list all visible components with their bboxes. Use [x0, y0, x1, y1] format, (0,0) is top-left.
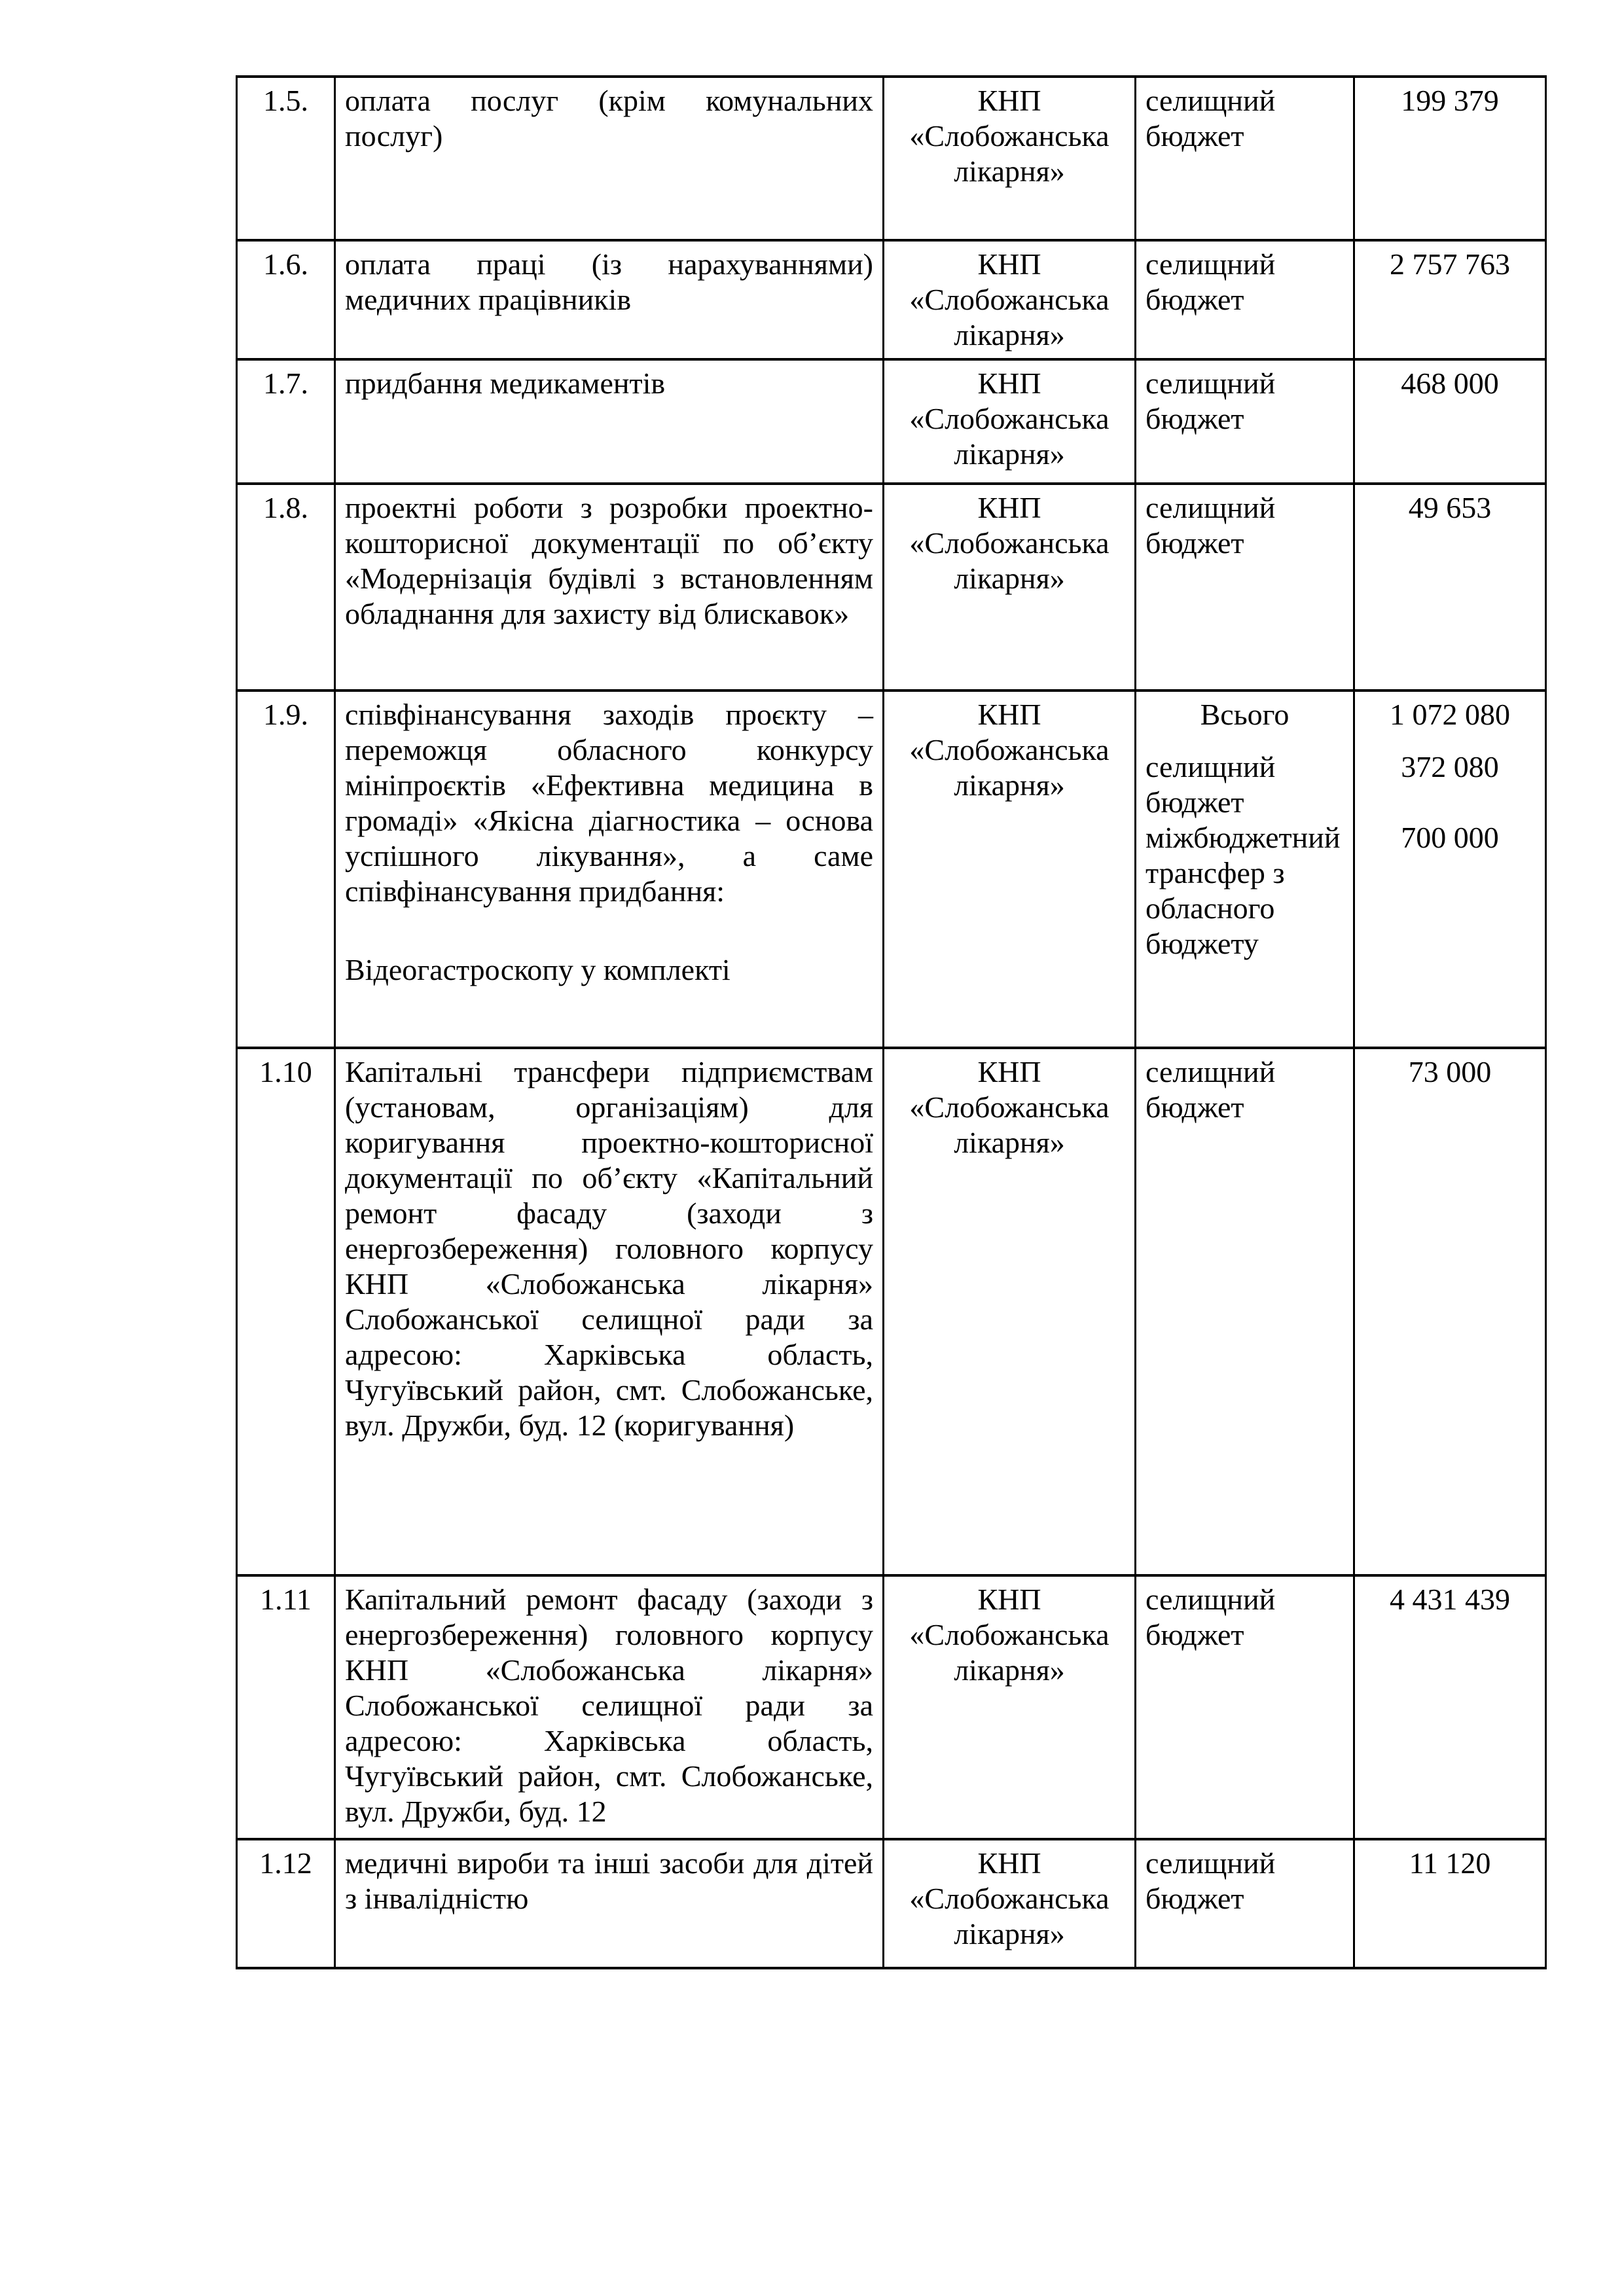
row-number-cell: 1.6.	[237, 240, 335, 359]
row-description-cell	[335, 77, 884, 240]
row-description: медичні вироби та інші засоби для дітей з інвалідністю	[345, 1846, 873, 1915]
row-description: Капітальні трансфери підприємствам (установам, організаціям) для коригування проектно-кошторисної документації по об’єкту «Капітальний ремонт фасаду (заходи з енергозбереження) головного корпусу КНП «Слобожанська лікарня» Слобожанської селищної ради за адресою: Харківська область, Чугуївський район, смт. Слобожанське, вул. Дружби, буд. 12 (коригування)	[345, 1055, 873, 1442]
row-funding-source-cell	[1136, 77, 1354, 240]
funding-source-item: міжбюджетний трансфер з обласного бюджету	[1146, 821, 1341, 960]
amount-value: 49 653	[1408, 491, 1492, 524]
table-row	[237, 1839, 1546, 1968]
table-row	[237, 1575, 1546, 1839]
amount-value: 468 000	[1401, 367, 1499, 400]
row-number-cell: 1.5.	[237, 77, 335, 240]
row-funding-source-cell	[1136, 691, 1354, 1048]
table-row	[237, 359, 1546, 484]
row-entity-cell: КНП «Слобожанська лікарня»	[884, 484, 1136, 691]
row-description: оплата праці (із нарахуваннями) медичних працівників	[345, 247, 873, 316]
row-amount-cell	[1354, 77, 1546, 240]
row-description-cell	[335, 1575, 884, 1839]
amount-value: 1 072 080	[1390, 698, 1510, 731]
amount-value: 4 431 439	[1390, 1583, 1510, 1616]
row-amount-cell	[1354, 1048, 1546, 1575]
row-description: придбання медикаментів	[345, 367, 666, 400]
row-amount-cell	[1354, 1575, 1546, 1839]
row-number-cell: 1.12	[237, 1839, 335, 1968]
budget-table	[236, 75, 1547, 1969]
row-number-cell: 1.8.	[237, 484, 335, 691]
row-number-cell: 1.9.	[237, 691, 335, 1048]
row-entity-cell: КНП «Слобожанська лікарня»	[884, 359, 1136, 484]
budget-table-body	[237, 77, 1546, 1968]
row-description-cell	[335, 1048, 884, 1575]
row-amount-cell	[1354, 240, 1546, 359]
table-row	[237, 484, 1546, 691]
funding-source-item: селищний бюджет	[1146, 1583, 1276, 1651]
amount-value: 2 757 763	[1390, 247, 1510, 281]
funding-source-item: селищний бюджет	[1146, 84, 1276, 152]
amount-value: 73 000	[1408, 1055, 1492, 1088]
row-number-cell: 1.11	[237, 1575, 335, 1839]
row-description: проектні роботи з розробки проектно-кошторисної документації по об’єкту «Модернізація будівлі з встановленням обладнання для захисту від блискавок»	[345, 491, 873, 630]
row-description: Відеогастроскопу у комплекті	[345, 953, 731, 986]
row-entity-cell: КНП «Слобожанська лікарня»	[884, 240, 1136, 359]
funding-source-item: Всього	[1200, 698, 1290, 731]
funding-source-item: селищний бюджет	[1146, 247, 1276, 316]
table-row	[237, 691, 1546, 1048]
table-row	[237, 240, 1546, 359]
row-funding-source-cell	[1136, 1048, 1354, 1575]
row-description: Капітальний ремонт фасаду (заходи з енергозбереження) головного корпусу КНП «Слобожанська лікарня» Слобожанської селищної ради за адресою: Харківська область, Чугуївський район, смт. Слобожанське, вул. Дружби, буд. 12	[345, 1583, 873, 1828]
row-description-cell	[335, 359, 884, 484]
row-entity-cell: КНП «Слобожанська лікарня»	[884, 1048, 1136, 1575]
row-description-cell	[335, 691, 884, 1048]
row-number-cell: 1.7.	[237, 359, 335, 484]
row-amount-cell	[1354, 1839, 1546, 1968]
row-entity-cell: КНП «Слобожанська лікарня»	[884, 1839, 1136, 1968]
amount-value: 199 379	[1401, 84, 1499, 117]
row-entity-cell: КНП «Слобожанська лікарня»	[884, 77, 1136, 240]
row-funding-source-cell	[1136, 359, 1354, 484]
row-description-cell	[335, 1839, 884, 1968]
row-entity-cell: КНП «Слобожанська лікарня»	[884, 1575, 1136, 1839]
funding-source-item: селищний бюджет	[1146, 367, 1276, 435]
row-funding-source-cell	[1136, 1839, 1354, 1968]
amount-value: 372 080	[1401, 750, 1499, 783]
table-row	[237, 77, 1546, 240]
row-funding-source-cell	[1136, 1575, 1354, 1839]
row-description: співфінансування заходів проєкту – переможця обласного конкурсу мініпроєктів «Ефективна медицина в громаді» «Якісна діагностика – основа успішного лікування», а саме співфінансування придбання:	[345, 698, 873, 908]
row-funding-source-cell	[1136, 240, 1354, 359]
funding-source-item: селищний бюджет	[1146, 750, 1276, 819]
funding-source-item: селищний бюджет	[1146, 491, 1276, 560]
row-amount-cell	[1354, 359, 1546, 484]
funding-source-item: селищний бюджет	[1146, 1846, 1276, 1915]
row-description: оплата послуг (крім комунальних послуг)	[345, 84, 873, 152]
row-amount-cell	[1354, 691, 1546, 1048]
amount-value: 11 120	[1409, 1846, 1491, 1880]
table-row	[237, 1048, 1546, 1575]
funding-source-item: селищний бюджет	[1146, 1055, 1276, 1124]
row-description-cell	[335, 240, 884, 359]
row-number-cell: 1.10	[237, 1048, 335, 1575]
row-description-cell	[335, 484, 884, 691]
row-funding-source-cell	[1136, 484, 1354, 691]
amount-value: 700 000	[1401, 821, 1499, 854]
row-amount-cell	[1354, 484, 1546, 691]
row-entity-cell: КНП «Слобожанська лікарня»	[884, 691, 1136, 1048]
